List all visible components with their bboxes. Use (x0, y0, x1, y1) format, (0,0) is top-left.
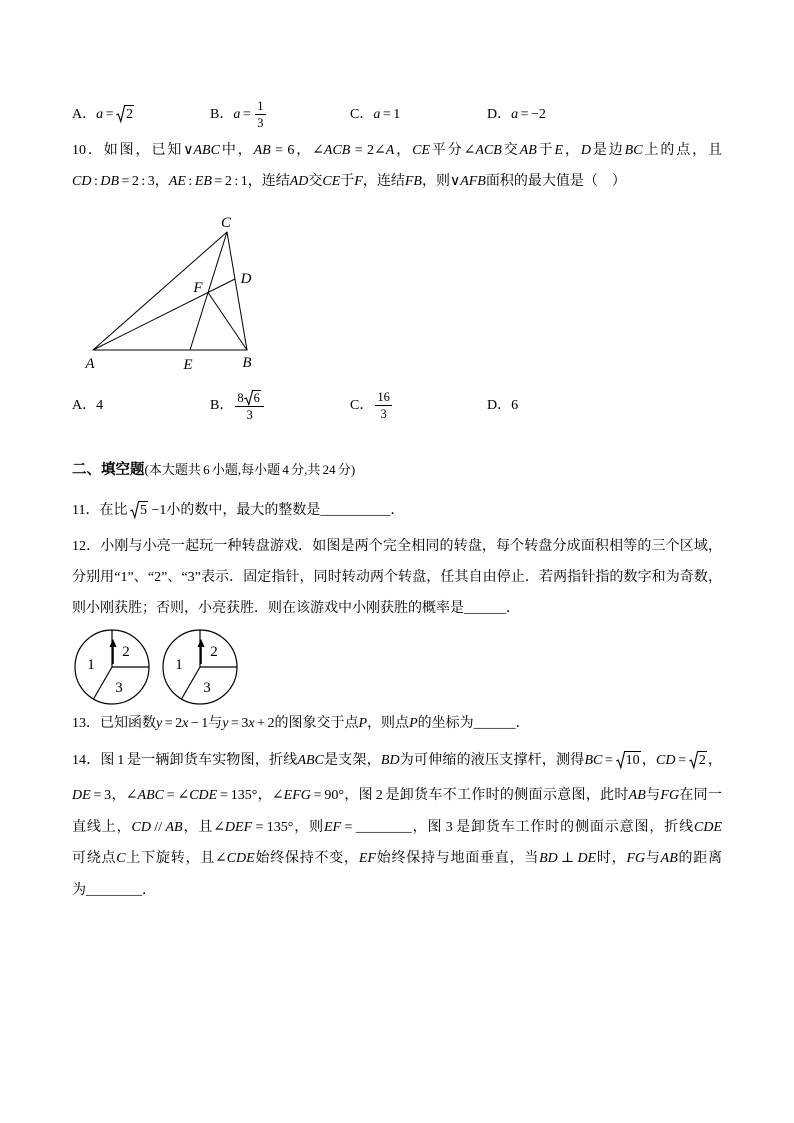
math-variable: EFG (283, 788, 311, 803)
text-run: 交 (501, 143, 520, 158)
point-label-b: B (242, 355, 252, 371)
text-run: = (103, 107, 117, 122)
text-run: = ________，图 3 是卸货车工作时的侧面示意图，折线 (341, 820, 694, 835)
radicand: 2 (126, 107, 134, 122)
math-variable: AB (628, 788, 646, 803)
math-variable: DEF (224, 820, 253, 835)
math-variable: AB (519, 143, 537, 158)
math-variable: BD (539, 851, 558, 866)
text-run: = 135°，则 (252, 820, 324, 835)
radical-sign (244, 390, 253, 405)
text-run: 8 (237, 390, 244, 405)
q9-option-b (210, 95, 268, 135)
q10-option-d (487, 386, 518, 426)
square-root (139, 501, 148, 518)
fraction (255, 99, 265, 130)
section-header (72, 460, 722, 481)
text-run: 于 (340, 174, 355, 189)
option-expression (96, 398, 103, 413)
text-run: = (675, 753, 689, 768)
math-variable: ACB (475, 143, 502, 158)
math-variable: DE (577, 851, 597, 866)
math-variable: FG (660, 788, 680, 803)
text-run: = 2 : 1，连结 (211, 174, 290, 189)
text-run: 3 (257, 116, 264, 131)
text-run: = 3，∠ (90, 788, 138, 803)
text-run: − 1与 (188, 716, 223, 731)
math-variable: a (96, 107, 104, 122)
q10-option-b (210, 386, 266, 426)
text-run: 16 (377, 390, 390, 405)
text-run: ， (641, 753, 657, 768)
text-run: : (91, 174, 101, 189)
math-variable: EF (358, 851, 376, 866)
text-run: 可绕点 (72, 851, 117, 866)
radicand: 10 (625, 753, 640, 768)
text-run: 为________． (72, 883, 156, 898)
option-expression (96, 107, 135, 122)
q13-stem-line-1 (72, 714, 722, 734)
text-run: = ∠ (163, 788, 190, 803)
text-run: 11．在比 (72, 503, 130, 518)
math-variable: D (580, 143, 591, 158)
math-variable: C (116, 851, 126, 866)
radical-sign (116, 105, 125, 122)
option-label: B． (210, 107, 234, 122)
sector-divider (94, 667, 113, 699)
text-run: 平分∠ (430, 143, 476, 158)
math-variable: EF (323, 820, 342, 835)
q14-stem-line-3 (72, 818, 722, 838)
math-variable: CE (322, 174, 341, 189)
text-run: 则小刚获胜；否则，小亮获胜．则在该游戏中小刚获胜的概率是______． (72, 601, 520, 616)
math-variable: P (409, 716, 418, 731)
text-run: 3 (246, 407, 253, 422)
text-run: = 6，∠ (270, 143, 324, 158)
math-variable: A (385, 143, 395, 158)
text-run: = 2∠ (350, 143, 386, 158)
text-run: 12．小刚与小亮一起玩一种转盘游戏．如图是两个完全相同的转盘，每个转盘分成面积相等的三个区域， (72, 539, 722, 554)
math-variable: AFB (460, 174, 486, 189)
text-run: 的坐标为______． (417, 716, 530, 731)
text-run: ，则点 (367, 716, 410, 731)
text-run: 与 (645, 788, 661, 803)
text-run: ，连结 (362, 174, 405, 189)
radical-sign (616, 751, 625, 768)
math-variable: a (511, 107, 519, 122)
q10-option-c (350, 386, 394, 426)
text-run: ，则∨ (421, 174, 461, 189)
segment-bc (227, 232, 247, 350)
section-title: 二、填空题 (72, 462, 145, 478)
text-run: 中， (219, 143, 254, 158)
q12-stem-line-3 (72, 599, 722, 619)
radicand: 6 (253, 390, 260, 405)
sector-label: 2 (210, 644, 218, 660)
sector-label: 1 (175, 657, 183, 673)
math-variable: CE (412, 143, 430, 158)
math-variable: ABC (193, 143, 220, 158)
denominator (246, 407, 252, 422)
option-expression (373, 390, 394, 422)
text-run: ， (563, 143, 581, 158)
q10-options (72, 386, 722, 426)
option-expression (233, 99, 267, 131)
text-run: 直线上， (72, 820, 132, 835)
pointer-arrow-icon (198, 639, 205, 664)
q10-stem-line-2 (72, 172, 722, 192)
math-variable: a (233, 107, 241, 122)
text-run: −1小的数中，最大的整数是__________． (148, 503, 405, 518)
math-variable: CD (131, 820, 151, 835)
q10-stem-line-1 (72, 141, 722, 161)
option-label: A． (72, 398, 97, 413)
text-run: = 3 (228, 716, 249, 731)
math-variable: AB (660, 851, 678, 866)
text-run: // (150, 820, 166, 835)
option-expression (511, 398, 518, 413)
spinner-1 (75, 630, 149, 704)
text-run: ⊥ (557, 851, 578, 866)
pointer-arrow-icon (110, 639, 117, 664)
text-run: 面积的最大值是（ ） (485, 174, 626, 189)
q14-stem-line-1 (72, 751, 722, 771)
q14-stem-line-2 (72, 786, 722, 806)
text-run: 在同一 (679, 788, 722, 803)
text-run: 4 (96, 398, 104, 413)
math-variable: y (156, 716, 163, 731)
math-variable: BC (624, 143, 643, 158)
math-variable: AE (168, 174, 186, 189)
text-run: 是支架， (323, 753, 381, 768)
radicand: 2 (698, 753, 706, 768)
text-run: ， (707, 753, 723, 768)
sector-label: 1 (87, 657, 95, 673)
text-run: 13．已知函数 (72, 716, 156, 731)
text-run: = (240, 107, 254, 122)
math-variable: x (182, 716, 189, 731)
segment-ad (93, 279, 235, 350)
option-expression (511, 107, 546, 122)
text-run: 10．如图，已知∨ (72, 143, 194, 158)
math-variable: ABC (137, 788, 164, 803)
text-run: 的距离 (677, 851, 723, 866)
fraction (235, 390, 264, 422)
text-run: = 1 (380, 107, 401, 122)
sector-label: 3 (115, 680, 123, 696)
text-run: = 90°，图 2 是卸货车不工作时的侧面示意图，此时 (310, 788, 629, 803)
math-variable: CDE (694, 820, 722, 835)
q12-spinners-figure (72, 627, 244, 709)
q14-stem-line-4 (72, 849, 722, 869)
math-variable: FG (626, 851, 646, 866)
text-run: 分别用“1”、“2”、“3”表示．固定指针，同时转动两个转盘，任其自由停止．若两指针指的数字和为奇数， (72, 570, 722, 585)
numerator (375, 390, 392, 406)
denominator (257, 115, 263, 130)
q14-stem-line-5 (72, 881, 722, 901)
math-variable: a (373, 107, 381, 122)
text-run: 时， (596, 851, 627, 866)
text-run: 交 (308, 174, 323, 189)
text-run: + 2的图象交于点 (254, 716, 359, 731)
square-root (698, 751, 707, 768)
segment-ac (93, 232, 227, 350)
option-label: B． (210, 398, 234, 413)
q11-stem-line-1 (72, 501, 722, 521)
text-run: 上的点，且 (642, 143, 723, 158)
math-variable: BD (380, 753, 400, 768)
text-run: 于 (536, 143, 555, 158)
point-label-e: E (183, 357, 193, 373)
math-variable: P (358, 716, 368, 731)
numerator (235, 390, 264, 407)
square-root (625, 751, 641, 768)
math-variable: BC (584, 753, 603, 768)
option-label: A． (72, 107, 97, 122)
math-variable: CD (72, 174, 92, 189)
q9-option-a (72, 95, 135, 135)
math-variable: EB (194, 174, 212, 189)
option-expression (233, 390, 266, 422)
point-label-a: A (85, 356, 95, 372)
text-run: : (185, 174, 195, 189)
q12-stem-line-2 (72, 568, 722, 588)
square-root (125, 105, 134, 122)
q9-options (72, 95, 722, 135)
text-run: 始终保持与地面垂直，当 (375, 851, 540, 866)
math-variable: CDE (189, 788, 218, 803)
math-variable: y (222, 716, 229, 731)
q12-stem-line-1 (72, 537, 722, 557)
numerator (255, 99, 265, 115)
text-run: = −2 (518, 107, 546, 122)
text-run: 为可伸缩的液压支撑杆，测得 (399, 753, 585, 768)
point-label-c: C (220, 215, 232, 231)
fraction (375, 390, 392, 421)
math-variable: E (554, 143, 564, 158)
radicand: 5 (139, 503, 147, 518)
math-variable: F (354, 174, 363, 189)
option-label: D． (487, 398, 512, 413)
math-variable: ABC (297, 753, 324, 768)
point-label-d: D (240, 271, 252, 287)
text-run: = 2 : 3， (119, 174, 169, 189)
radical-sign (689, 751, 698, 768)
sector-divider (182, 667, 201, 699)
square-root (253, 390, 261, 405)
option-label: C． (350, 107, 374, 122)
spinner-2 (163, 630, 237, 704)
math-variable: x (248, 716, 255, 731)
q9-option-d (487, 95, 546, 135)
math-variable: CD (656, 753, 676, 768)
text-run: ， (394, 143, 413, 158)
math-variable: AB (165, 820, 183, 835)
q10-option-a (72, 386, 103, 426)
radical-sign (130, 501, 139, 518)
q10-triangle-figure (80, 210, 265, 375)
section-note: (本大题共 6 小题,每小题 4 分,共 24 分) (144, 462, 356, 477)
text-run: 是边 (591, 143, 625, 158)
text-run: 与 (645, 851, 661, 866)
point-label-f: F (193, 280, 203, 296)
text-run: 1 (257, 99, 264, 114)
text-run: 始终保持不变， (254, 851, 359, 866)
option-label: C． (350, 398, 374, 413)
option-expression (373, 107, 400, 122)
math-variable: CDE (226, 851, 255, 866)
math-variable: AD (289, 174, 309, 189)
text-run: 6 (511, 398, 519, 413)
option-label: D． (487, 107, 512, 122)
text-run: ，且∠ (182, 820, 225, 835)
text-run: = (602, 753, 616, 768)
text-run: 3 (380, 407, 387, 422)
segment-fb (208, 293, 247, 351)
math-variable: ACB (323, 143, 351, 158)
math-variable: AB (253, 143, 271, 158)
math-variable: FB (404, 174, 422, 189)
math-variable: DB (100, 174, 120, 189)
sector-label: 3 (203, 680, 211, 696)
text-run: = 135°，∠ (217, 788, 284, 803)
text-run: = 2 (162, 716, 183, 731)
math-variable: DE (72, 788, 91, 803)
text-run: 14．图 1 是一辆卸货车实物图，折线 (72, 753, 298, 768)
denominator (380, 406, 386, 421)
text-run: 上下旋转，且∠ (125, 851, 227, 866)
sector-label: 2 (122, 644, 130, 660)
q9-option-c (350, 95, 400, 135)
